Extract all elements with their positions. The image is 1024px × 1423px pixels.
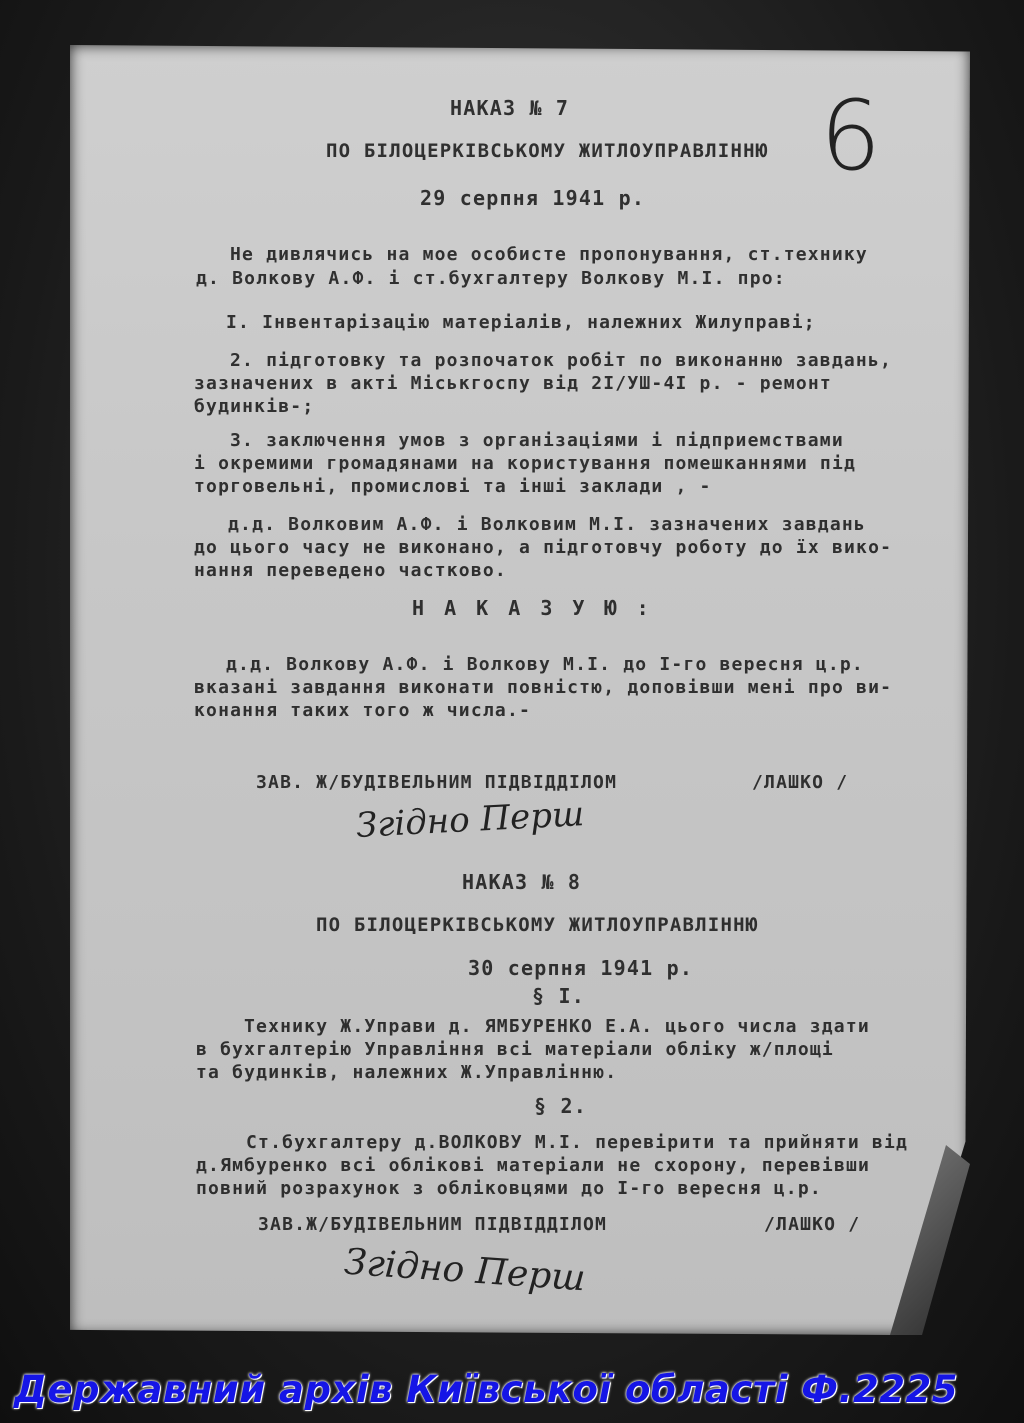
- page-number: 6: [820, 80, 882, 192]
- archive-caption: Державний архів Київської області Ф.2225: [14, 1368, 959, 1411]
- order7-body-line: д.д. Волковим А.Ф. і Волковим М.І. зазначених завдань: [228, 514, 866, 535]
- order8-section2-mark: § 2.: [534, 1094, 587, 1118]
- order8-title: НАКАЗ № 8: [462, 870, 582, 894]
- order7-body-line: 3. заключення умов з організаціями і підприемствами: [230, 430, 844, 451]
- order8-section1-mark: § І.: [532, 984, 585, 1008]
- order8-signature-title: ЗАВ.Ж/БУДІВЕЛЬНИМ ПІДВІДДІЛОМ: [258, 1214, 608, 1235]
- order8-section2-line: д.Ямбуренко всі облікові матеріали не схорону, перевівши: [196, 1155, 871, 1176]
- order7-order-line: вказані завдання виконати повністю, доповівши мені про ви-: [194, 677, 893, 698]
- order7-body-line: і окремими громадянами на користування помешканнями під: [194, 453, 857, 474]
- order7-body-line: нання переведено частково.: [194, 560, 507, 581]
- order7-body-line: до цього часу не виконано, а підготовчу роботу до їх вико-: [194, 537, 893, 558]
- order8-section1-line: Технику Ж.Управи д. ЯМБУРЕНКО Е.А. цього числа здати: [244, 1016, 870, 1037]
- order7-date: 29 серпня 1941 р.: [420, 186, 646, 210]
- order8-signature-name: /ЛАШКО /: [764, 1214, 861, 1235]
- order8-section1-line: в бухгалтерію Управління всі матеріали обліку ж/площі: [196, 1039, 834, 1060]
- order7-signature-title: ЗАВ. Ж/БУДІВЕЛЬНИМ ПІДВІДДІЛОМ: [256, 772, 618, 793]
- order8-subtitle: ПО БІЛОЦЕРКІВСЬКОМУ ЖИТЛОУПРАВЛІННЮ: [316, 914, 759, 936]
- order7-body-line: д. Волкову А.Ф. і ст.бухгалтеру Волкову М.І. про:: [196, 268, 786, 289]
- order7-body-line: Не дивлячись на мое особисте пропонування, ст.технику: [230, 244, 868, 265]
- order7-handwritten-note: Згідно Перш: [355, 794, 586, 846]
- order8-section2-line: повний розрахунок з обліковцями до І-го вересня ц.р.: [196, 1178, 822, 1199]
- order7-order-line: конання таких того ж числа.-: [194, 700, 532, 721]
- order7-body-line: І. Інвентарізацію матеріалів, належних Жилуправі;: [226, 312, 816, 333]
- order8-date: 30 серпня 1941 р.: [468, 956, 694, 980]
- order7-signature-name: /ЛАШКО /: [752, 772, 849, 793]
- order7-body-line: будинків-;: [194, 396, 315, 417]
- order7-body-line: торговельні, промислові та інші заклади , -: [194, 476, 712, 497]
- order7-title: НАКАЗ № 7: [450, 96, 570, 120]
- order7-order-line: д.д. Волкову А.Ф. і Волкову М.І. до І-го вересня ц.р.: [226, 654, 864, 675]
- order7-subtitle: ПО БІЛОЦЕРКІВСЬКОМУ ЖИТЛОУПРАВЛІННЮ: [326, 140, 769, 162]
- order8-section2-line: Ст.бухгалтеру д.ВОЛКОВУ М.І. перевірити та прийняти від: [246, 1132, 909, 1153]
- order7-order-word: Н А К А З У Ю :: [412, 596, 653, 620]
- order7-body-line: 2. підготовку та розпочаток робіт по виконанню завдань,: [230, 350, 893, 371]
- order8-handwritten-note: Згідно Перш: [342, 1241, 587, 1300]
- order7-body-line: зазначених в акті Міськгоспу від 2І/УШ-4І р. - ремонт: [194, 373, 832, 394]
- order8-section1-line: та будинків, належних Ж.Управлінню.: [196, 1062, 618, 1083]
